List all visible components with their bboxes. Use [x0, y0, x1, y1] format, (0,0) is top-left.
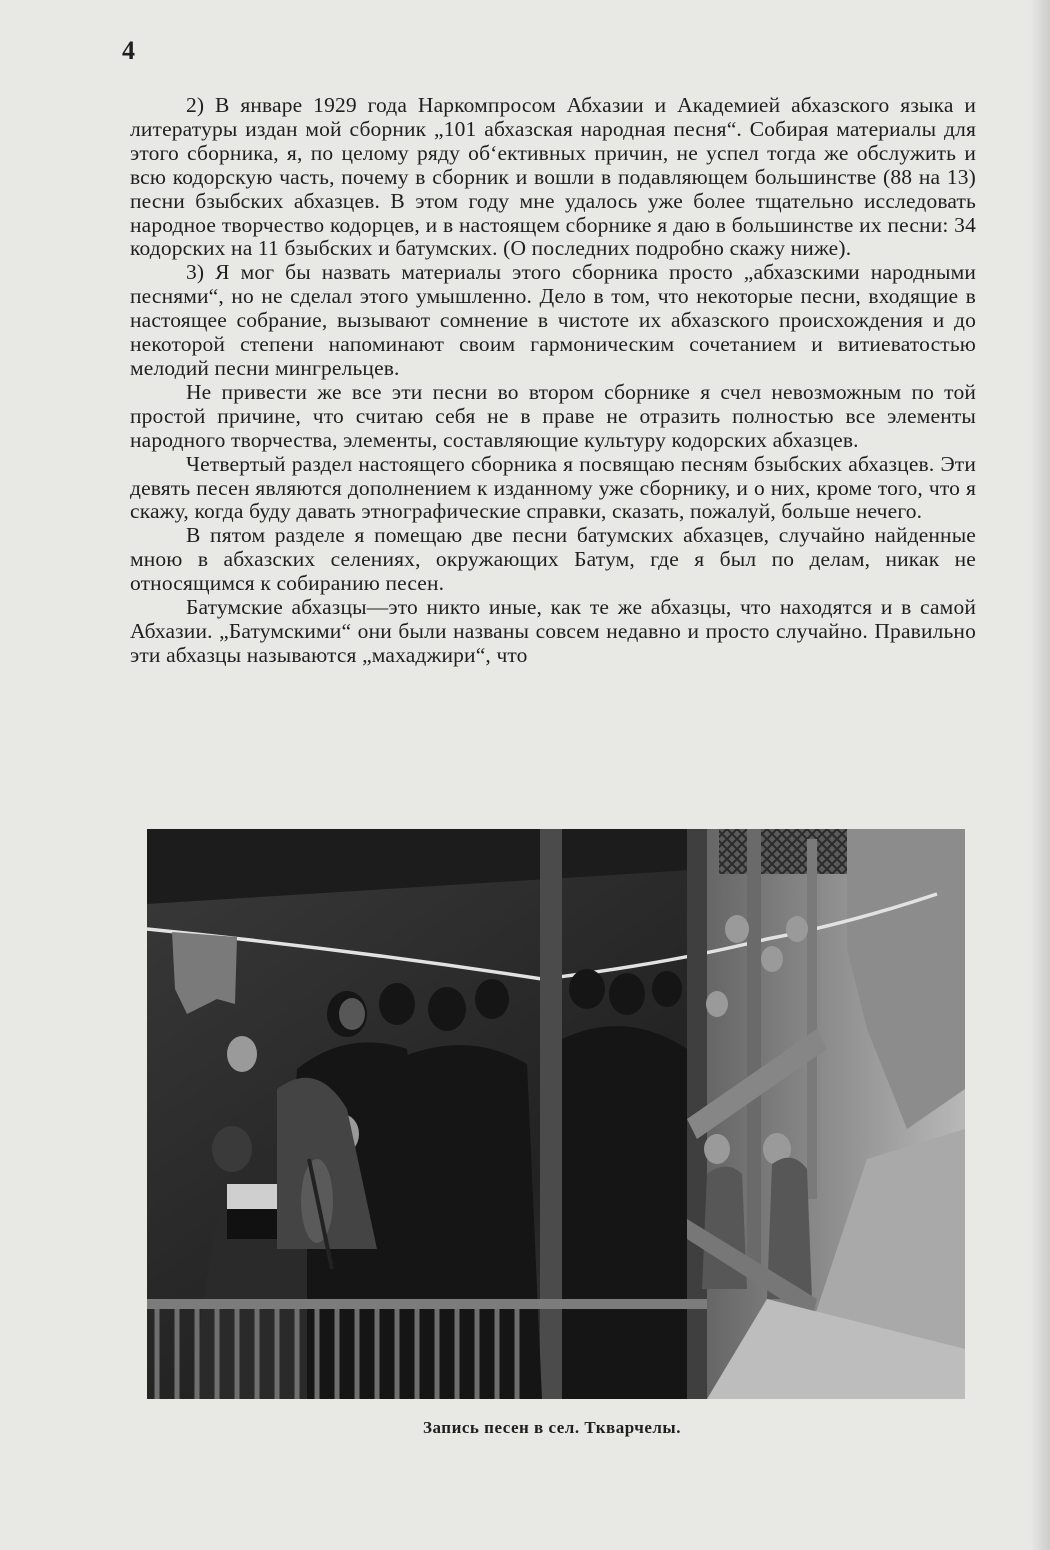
paragraph-3: Не привести же все эти песни во втором сборнике я счел невозможным по той простой причине, что считаю себя не в праве не отразить полностью все элементы народного творчества, элементы, составляющие культуру кодорских абхазцев.	[130, 379, 976, 452]
body-text	[130, 94, 976, 668]
photo-caption: Запись песен в сел. Ткварчелы.	[423, 1418, 681, 1437]
paragraph-6: Батумские абхазцы—это никто иные, как те же абхазцы, что находятся и в самой Абхазии. „Батумскими“ они были названы совсем недавно и просто случайно. Правильно эти абхазцы называются „махаджири“, что	[130, 595, 976, 667]
photo-figure	[147, 829, 965, 1399]
porch-gathering-photo	[147, 829, 965, 1399]
paragraph-2: 3) Я мог бы назвать материалы этого сборника просто „абхазскими народными песнями“, но не сделал этого умышленно. Дело в том, что некоторые песни, входящие в настоящее собрание, вызывают сомнение в чистоте их абхазского происхождения и до некоторой степени напоминают своим гармоническим сочетанием и витиеватостью мелодий песни мингрельцев.	[130, 260, 976, 380]
paragraph-5: В пятом разделе я помещаю две песни батумских абхазцев, случайно найденные мною в абхазских селениях, окружающих Батум, где я был по делам, никак не относящимся к собиранию песен.	[130, 523, 976, 596]
paragraph-1: 2) В январе 1929 года Наркомпросом Абхазии и Академией абхазского языка и литературы издан мой сборник „101 абхазская народная песня“. Собирая материалы для этого сборника, я, по целому ряду об‘ективных причин, не успел тогда же обслужить и всю кодорскую часть, почему в сборник и вошли в подавляющем большинстве (88 на 13) песни бзыбских абхазцев. В этом году мне удалось уже более тщательно исследовать народное творчество кодорцев, и в настоящем сборнике я даю в большинстве их песни: 34 кодорских на 11 бзыбских и батумских. (О последних подробно скажу ниже).	[130, 93, 976, 261]
page-number: 4	[122, 36, 135, 65]
page-edge-shadow	[1030, 0, 1050, 1550]
paragraph-4: Четвертый раздел настоящего сборника я посвящаю песням бзыбских абхазцев. Эти девять песен являются дополнением к изданному уже сборнику, и о них, кроме того, что я скажу, когда буду давать этнографические справки, сказать, пожалуй, больше нечего.	[130, 451, 976, 524]
